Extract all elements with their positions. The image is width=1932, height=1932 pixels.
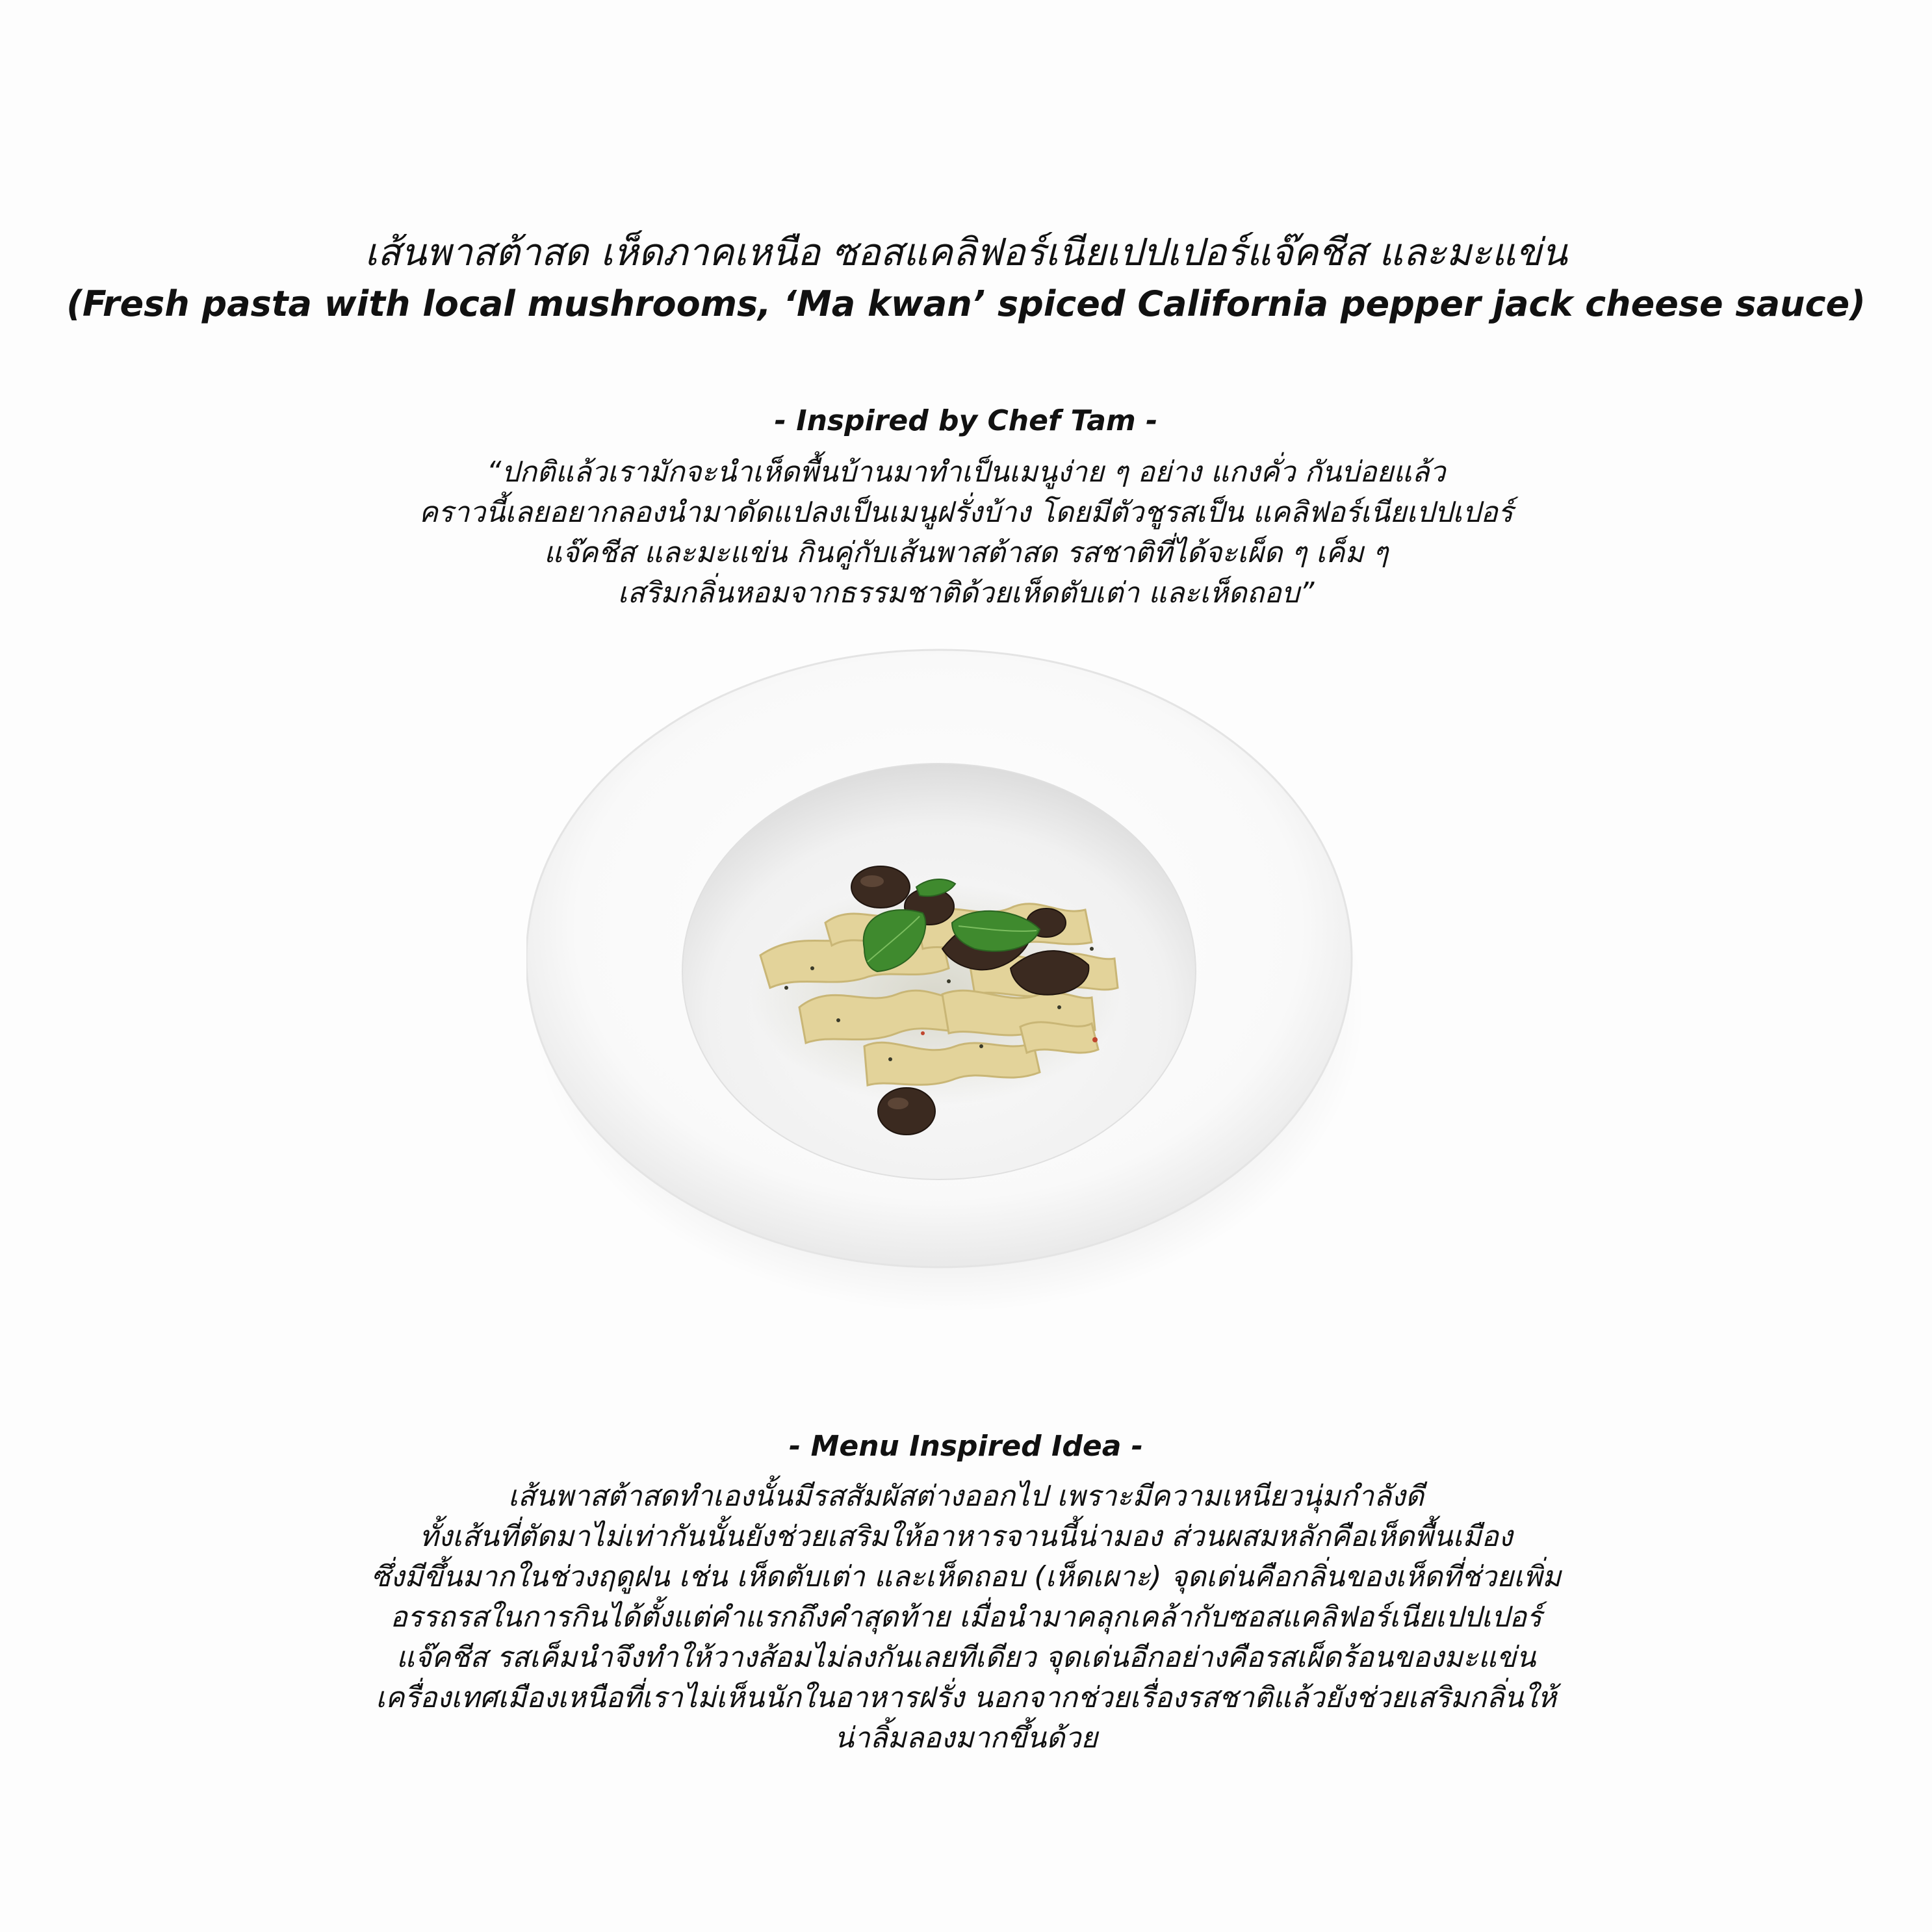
- quote-line: คราวนี้เลยอยากลองนำมาดัดแปลงเป็นเมนูฝรั่งบ้าง โดยมีตัวชูรสเป็น แคลิฟอร์เนียเปปเปอร์: [419, 496, 1513, 529]
- quote-line: “ปกติแล้วเรามักจะนำเห็ดพื้นบ้านมาทำเป็นเมนูง่าย ๆ อย่าง แกงคั่ว กันบ่อยแล้ว: [486, 456, 1446, 489]
- dish-title-thai: เส้นพาสต้าสด เห็ดภาคเหนือ ซอสแคลิฟอร์เนียเปปเปอร์แจ๊คชีส และมะแข่น: [365, 230, 1567, 274]
- inspired-heading: - Inspired by Chef Tam -: [774, 404, 1158, 437]
- menu-idea-text: [0, 1476, 1932, 1758]
- idea-line: เครื่องเทศเมืองเหนือที่เราไม่เห็นนักในอาหารฝรั่ง นอกจากช่วยเรื่องรสชาติแล้วยังช่วยเสริมกลิ่นให้: [376, 1681, 1556, 1714]
- quote-line: เสริมกลิ่นหอมจากธรรมชาติด้วยเห็ดตับเต่า และเห็ดถอบ”: [617, 576, 1315, 610]
- idea-line: น่าลิ้มลองมากขึ้นด้วย: [834, 1721, 1098, 1755]
- menu-idea-heading: - Menu Inspired Idea -: [789, 1430, 1143, 1463]
- dish-title-english: (Fresh pasta with local mushrooms, ‘Ma kwan’ spiced California pepper jack cheese sauce): [66, 283, 1866, 324]
- quote-line: แจ๊คชีส และมะแข่น กินคู่กับเส้นพาสต้าสด รสชาติที่ได้จะเผ็ด ๆ เค็ม ๆ: [543, 536, 1389, 569]
- pasta-dish-photo: [526, 643, 1365, 1313]
- idea-line: อรรถรสในการกินได้ตั้งแต่คำแรกถึงคำสุดท้าย เมื่อนำมาคลุกเคล้ากับซอสแคลิฟอร์เนียเปปเปอร์: [390, 1601, 1542, 1634]
- idea-line: ซึ่งมีขึ้นมากในช่วงฤดูฝน เช่น เห็ดตับเต่า และเห็ดถอบ (เห็ดเผาะ) จุดเด่นคือกลิ่นของเห็ดที่ช่วยเพิ่ม: [370, 1560, 1562, 1593]
- idea-line: ทั้งเส้นที่ตัดมาไม่เท่ากันนั้นยังช่วยเสริมให้อาหารจานนี้น่ามอง ส่วนผสมหลักคือเห็ดพื้นเมือง: [419, 1520, 1513, 1553]
- chef-quote: [0, 452, 1932, 613]
- idea-line: แจ๊คชีส รสเค็มนำจึงทำให้วางส้อมไม่ลงกันเลยทีเดียว จุดเด่นอีกอย่างคือรสเผ็ดร้อนของมะแข่น: [396, 1641, 1536, 1674]
- idea-line: เส้นพาสต้าสดทำเองนั้นมีรสสัมผัสต่างออกไป เพราะมีความเหนียวนุ่มกำลังดี: [508, 1480, 1424, 1513]
